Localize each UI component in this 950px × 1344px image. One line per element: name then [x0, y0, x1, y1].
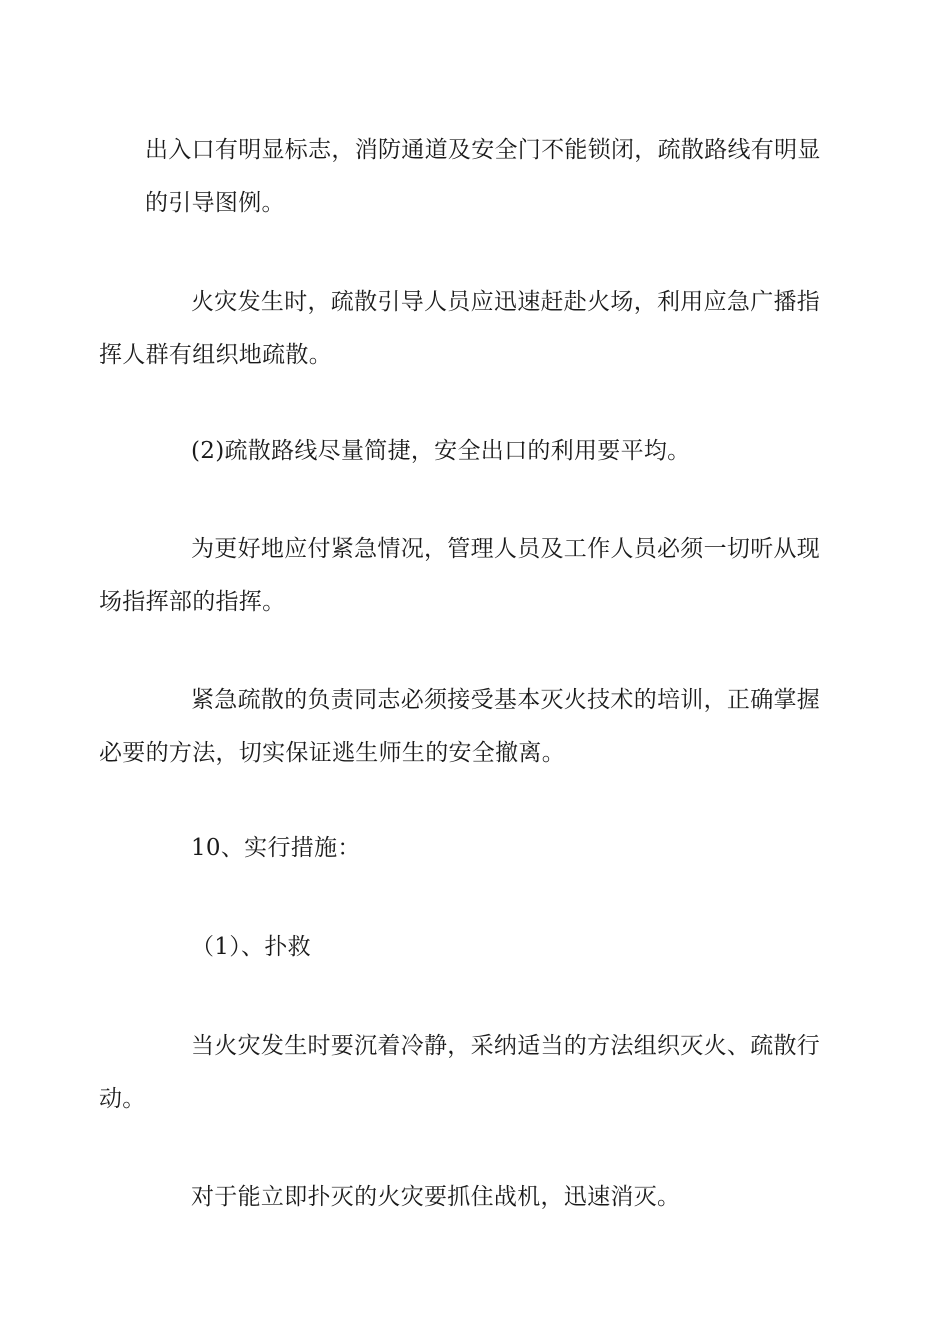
paragraph-line: 为更好地应付紧急情况，管理人员及工作人员必须一切听从现 [191, 536, 821, 562]
paragraph-entrance-signs [145, 124, 821, 230]
paragraph-line: 场指挥部的指挥。 [99, 589, 286, 615]
paragraph-line: (2)疏散路线尽量简捷，安全出口的利用要平均。 [191, 438, 691, 464]
paragraph-line: （1）、扑救 [191, 934, 311, 960]
paragraph-line: 动。 [99, 1086, 146, 1112]
section-heading-measures [145, 822, 807, 875]
paragraph-line: 的引导图例。 [145, 190, 285, 216]
paragraph-line: 出入口有明显标志，消防通道及安全门不能锁闭，疏散路线有明显 [145, 137, 821, 163]
paragraph-stay-calm [99, 1020, 821, 1126]
subsection-heading-rescue [145, 921, 807, 974]
paragraph-line: 10、实行措施： [191, 835, 361, 861]
paragraph-emergency-command [99, 523, 821, 629]
paragraph-line: 紧急疏散的负责同志必须接受基本灭火技术的培训，正确掌握 [191, 687, 821, 713]
paragraph-line: 火灾发生时，疏散引导人员应迅速赶赴火场，利用应急广播指 [191, 289, 821, 315]
paragraph-line: 必要的方法，切实保证逃生师生的安全撤离。 [99, 740, 565, 766]
paragraph-line: 挥人群有组织地疏散。 [99, 342, 332, 368]
paragraph-line: 当火灾发生时要沉着冷静，采纳适当的方法组织灭火、疏散行 [191, 1033, 821, 1059]
paragraph-training [99, 674, 821, 780]
paragraph-extinguish-quickly [145, 1171, 807, 1224]
paragraph-evacuation-route [145, 425, 807, 478]
paragraph-fire-evacuation-guide [99, 276, 821, 382]
paragraph-line: 对于能立即扑灭的火灾要抓住战机，迅速消灭。 [191, 1184, 681, 1210]
